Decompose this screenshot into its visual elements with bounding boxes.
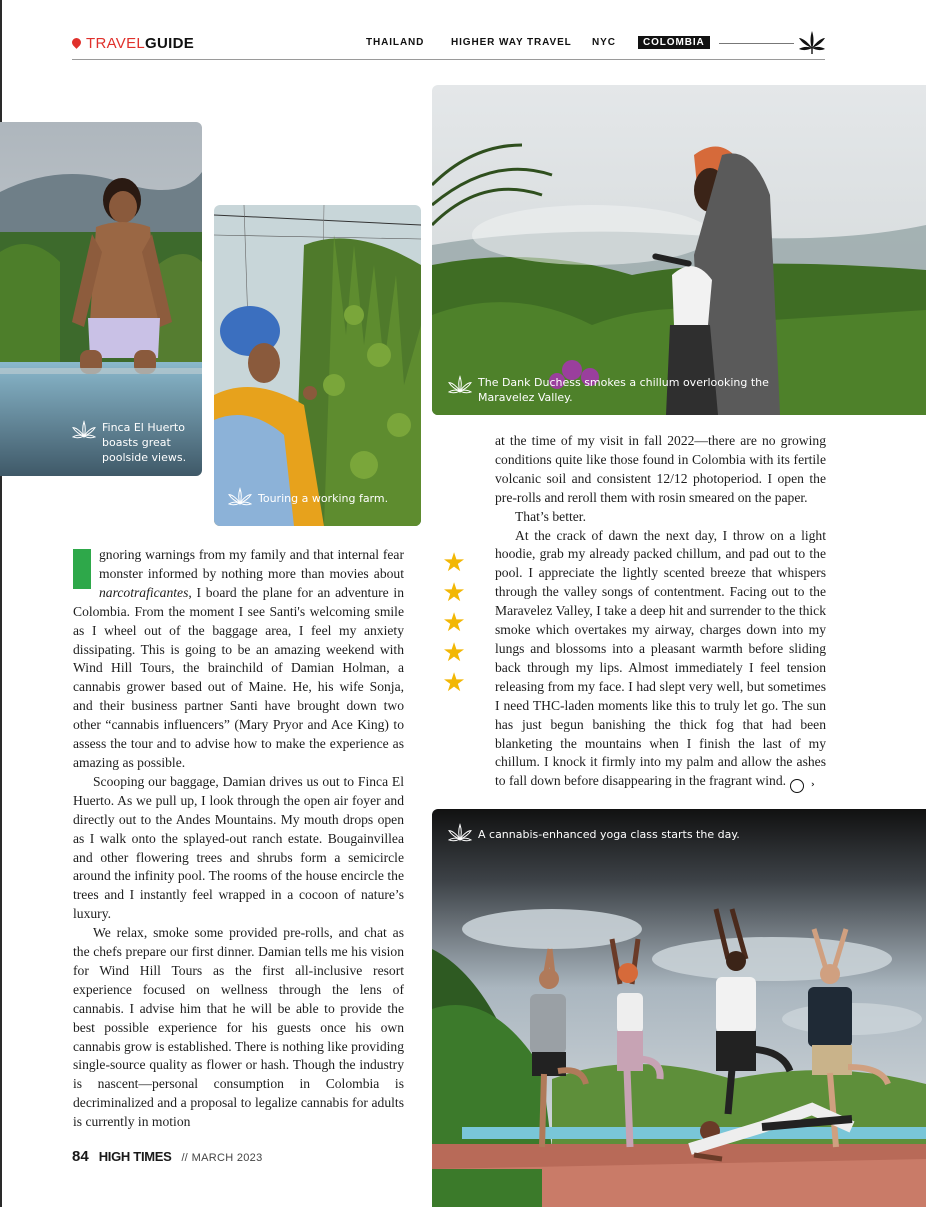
star-icon: ★ [442, 608, 466, 638]
nav-nyc[interactable]: NYC [592, 37, 616, 48]
rating-stars [441, 548, 467, 698]
caption-yoga [448, 823, 848, 845]
star-icon: ★ [442, 578, 466, 608]
nav-divider-line [719, 43, 794, 44]
article-paragraph: at the time of my visit in fall 2022—there are no growing conditions quite like those found in Colombia with its fertile volcanic soil and consistent 12/12 photoperiod. I open the pre-rolls and reroll them with rosin smeared on the paper. [495, 433, 826, 505]
cannabis-leaf-icon [228, 487, 252, 509]
cannabis-leaf-icon [72, 420, 96, 442]
nav-colombia[interactable]: COLOMBIA [638, 36, 710, 49]
issue-date: MARCH 2023 [191, 1152, 263, 1164]
star-icon: ★ [442, 548, 466, 578]
caption-poolside [72, 420, 196, 465]
yoga-image [432, 809, 926, 1207]
nav-higher-way-travel[interactable]: HIGHER WAY TRAVEL [451, 37, 572, 48]
article-paragraph: That’s better. [515, 508, 586, 524]
article-paragraph: Scooping our baggage, Damian drives us out to Finca El Huerto. As we pull up, I look through the open air foyer and directly out to the Andes Mountains. My mouth drops open as I walk onto the splayed-out ranch estate. Bougainvillea and other flowering trees and shrubs form a semicircle around the infinity pool. The rooms of the house encircle the trees and I instantly feel wrapped in a cocoon of nature’s luxury. [73, 773, 404, 922]
footer-separator: // [181, 1152, 188, 1164]
location-pin-icon [70, 36, 83, 49]
italic-term: narcotraficantes [99, 584, 189, 600]
drop-cap: I [73, 549, 91, 589]
star-icon: ★ [442, 638, 466, 668]
caption-farm [228, 487, 418, 509]
article-left-column [73, 546, 404, 1132]
paragraph-text: gnoring warnings from my family and that internal fear monster informed by nothing more than movies about narcotraficantes, I board the plane for an adventure in Colombia. From the moment I see Santi's welcoming smile as I wheel out of the baggage area, I feel my anxiety dissipating. This is going to be an amazing weekend with Wind Hill Tours, the brainchild of Damian Holman, a cannabis grower based out of Maine. He, his wife Sonja, and their business partner Santi have brought down two other “cannabis influencers” (Mary Pryor and Ace King) to assess the tour and to advise how to make the experience as amazing as possible. [73, 547, 404, 770]
star-icon: ★ [442, 668, 466, 698]
photo-farm [214, 205, 421, 526]
caption-text: The Dank Duchess smokes a chillum overlooking the Maravelez Valley. [478, 376, 769, 404]
article-paragraph [73, 546, 404, 773]
smoking-image [432, 85, 926, 415]
end-of-story-icon: › [790, 779, 804, 793]
article-paragraph: We relax, smoke some provided pre-rolls, and chat as the chefs prepare our first dinner. Damian tells me his vision for Wind Hill Tours as the first all-inclusive resort experience focused on wellness through the lens of cannabis. I advise him that he will be able to provide the best possible experience for his guests once his own cannabis grow is established. There is nothing like providing single-source quality as flower or hash. Though the industry is nascent—personal consumption in Colombia is decriminalized and a proposal to legalize cannabis for adults is currently in motion [73, 925, 404, 1130]
photo-smoking [432, 85, 926, 415]
section-header [72, 30, 825, 60]
brand-guide: GUIDE [145, 35, 195, 52]
magazine-name: HIGH TIMES [98, 1149, 172, 1164]
caption-smoking [448, 375, 808, 405]
paragraph-text: At the crack of dawn the next day, I throw on a light hoodie, grab my already packed chillum, and pad out to the pool. I appreciate the lightly scented breeze that whispers through the valley songs of contentment. Facing out to the Maravelez Valley, I take a deep hit and surrender to the thick smoke which overtakes my airway, charges down into my lungs and blossoms into a pleasant warmth before sliding back through my lips. Almost immediately I feel tension releasing from my face. I had slept very well, but sometimes I need THC-laden moments like this to truly let go. The sun has just begun banishing the thick fog that had been blanketing the mountains when I finish the last of my chillum. I knock it firmly into my palm and allow the ashes to fall down before disappearing in the fragrant wind. [495, 527, 826, 789]
travel-guide-logo [72, 35, 194, 52]
article-right-column [495, 432, 826, 793]
nav-thailand[interactable]: THAILAND [366, 37, 425, 48]
caption-text: A cannabis-enhanced yoga class starts the day. [478, 828, 740, 841]
article-paragraph [495, 527, 826, 794]
caption-text: Touring a working farm. [258, 492, 389, 505]
page-number: 84 [72, 1148, 89, 1165]
cannabis-leaf-icon [448, 375, 472, 397]
photo-yoga [432, 809, 926, 1207]
cannabis-leaf-icon [448, 823, 472, 845]
photo-poolside [0, 122, 202, 476]
farm-image [214, 205, 421, 526]
caption-text: Finca El Huerto boasts great poolside views. [102, 421, 187, 464]
brand-travel: TRAVEL [86, 35, 146, 52]
cannabis-leaf-icon [798, 29, 826, 55]
page-footer [72, 1148, 263, 1165]
